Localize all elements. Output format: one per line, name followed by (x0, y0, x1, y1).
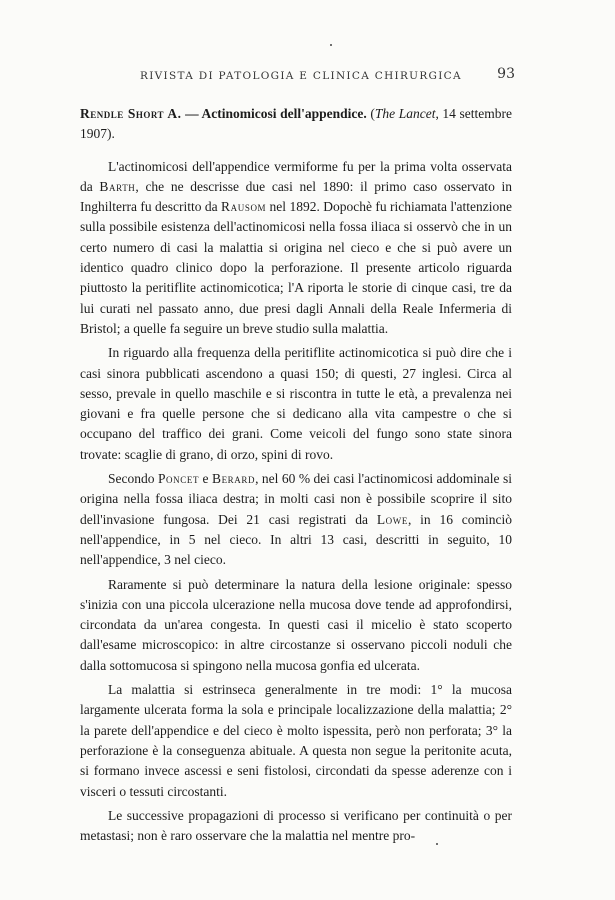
paragraph-1 (80, 157, 512, 340)
paragraph-5: La malattia si estrinseca generalmente in tre modi: 1° la mucosa largamente ulcerata forma la sola e principale localizzazione della malattia; 2° la parete dell'appendice e del cieco è molto ispessita, però non perforata; 3° la perforazione è la conseguenza abituale. A questa non segue la peritonite acuta, si formano invece ascessi e seni fistolosi, circondati da spesse aderenze con i visceri o tessuti circostanti. (80, 682, 512, 799)
paragraph-2: In riguardo alla frequenza della peritiflite actinomicotica si può dire che i casi sinora pubblicati ascendono a quasi 150; di questi, 27 inglesi. Circa al sesso, prevale in quello maschile e si riscontra in tutte le età, a prevalenza nei giovani e fra quelle persone che si dedicano alla vita campestre o che si occupano del traffico dei grani. Come veicoli del fungo sono state sinora trovate: scaglie di grano, di orzo, spini di rovo. (80, 345, 512, 462)
name-rausom: Rausom (221, 199, 267, 215)
citation-open: ( (366, 106, 375, 121)
paragraph-6: Le successive propagazioni di processo si verificano per continuità o per metastasi; non è raro osservare che la malattia nel mentre pro- (80, 807, 512, 844)
p1-text-a: L'actinomicosi dell'appendice vermiforme fu per la prima volta osservata da (80, 158, 512, 194)
article-title: Actinomicosi dell'appendice. (201, 106, 367, 121)
article-author: Rendle Short A. (80, 106, 182, 121)
citation-journal: The Lancet (374, 106, 436, 121)
article-body (80, 104, 512, 850)
name-lowe: Lowe (376, 511, 408, 527)
paragraph-4: Raramente si può determinare la natura della lesione originale: spesso s'inizia con una piccola ulcerazione nella mucosa dove tende ad approfondirsi, circondata da un'area congesta. In questi casi il micelio è stato scoperto dall'esame microscopico: in altre circostanze si osservano piccoli noduli che dalla sottomucosa si spingono nella mucosa gonfia ed ulcerata. (80, 576, 512, 673)
citation-rest: , 14 settembre 1907). (80, 106, 513, 142)
p3-text-d: , in 16 cominciò nell'appendice, in 5 nel cieco. In altri 13 casi, descritti in seguito, 10 nell'appendice, 3 nel cieco. (80, 511, 512, 568)
name-berard: Berard (211, 471, 256, 487)
scan-speck (436, 843, 438, 845)
article-heading (80, 104, 512, 145)
p3-text-a: Secondo (108, 471, 158, 487)
heading-dash: — (181, 106, 202, 121)
name-barth: Barth (99, 178, 136, 194)
running-header: RIVISTA DI PATOLOGIA E CLINICA CHIRURGICA (140, 70, 462, 82)
p3-text-c: , nel 60 % dei casi l'actinomicosi addominale si origina nella fossa iliaca destra; in molti casi non è possibile scoprire il sito dell'invasione fungosa. Dei 21 casi registrati da (80, 471, 512, 527)
name-poncet: Poncet (157, 471, 200, 487)
paragraph-3 (80, 469, 512, 570)
page-number: 93 (497, 66, 515, 82)
scan-speck (330, 44, 332, 46)
p1-text-b: , che ne descrisse due casi nel 1890: il primo caso osservato in Inghilterra fu descritto da (80, 178, 512, 215)
p1-text-c: nel 1892. Dopochè fu richiamata l'attenzione sulla possibile esistenza dell'actinomicosi nella fossa iliaca si osservò che in un certo numero di casi la malattia si origina nel cieco e che si può avere un identico quadro clinico dopo la perforazione. Il presente articolo riguarda piuttosto la peritiflite actinomicotica; l'A riporta le storie di cinque casi, tre da lui curati nel passato anno, due presi dagli Annali della Reale Infermeria di Bristol; a quelle fa seguire un breve studio sulla malattia. (80, 199, 512, 336)
p3-text-b: e (199, 471, 212, 487)
